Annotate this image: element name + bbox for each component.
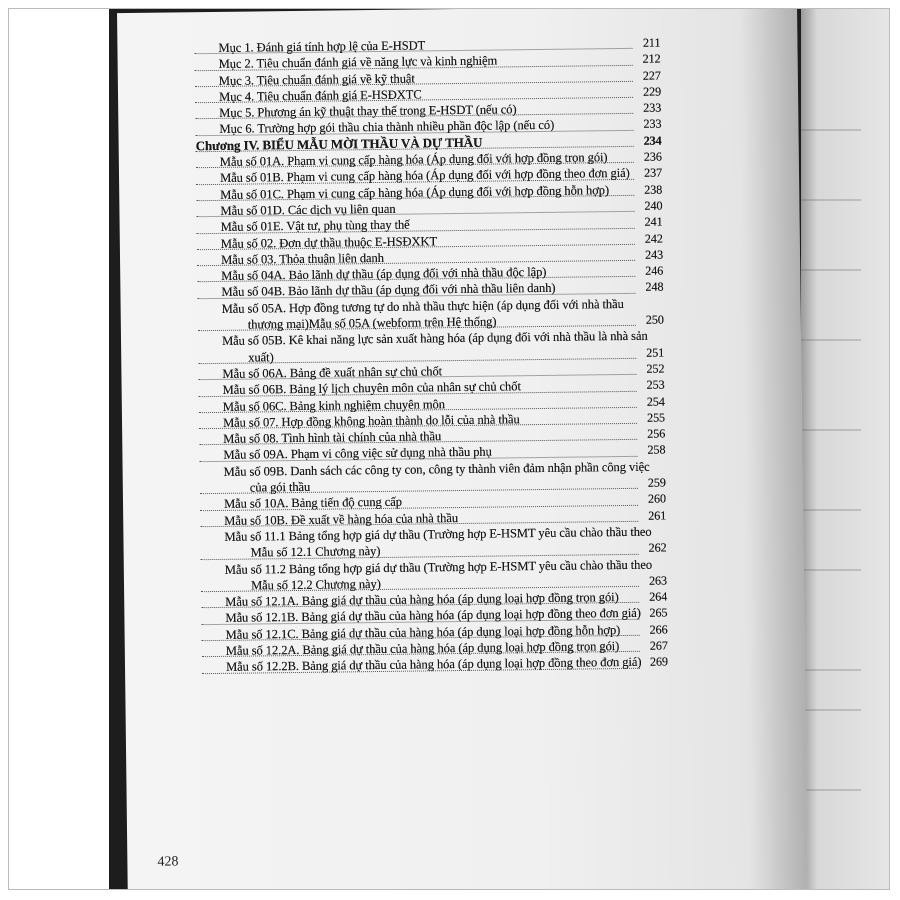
toc-entry-title: Mẫu số 06B. Bảng lý lịch chuyên môn của nhân sự chủ chốt [222,379,521,398]
toc-entry-page: 254 [646,394,665,409]
toc-entry-page: 260 [647,491,667,507]
book-page [117,8,808,890]
toc-entry-title: Mục 1. Đánh giá tính hợp lệ của E-HSDT [218,38,426,55]
toc-entry-title: Mẫu số 04B. Bảo lãnh dự thầu (áp dụng đối với nhà thầu liên danh) [221,281,556,300]
toc-entry-title: Mẫu số 12.1C. Bảng giá dự thầu của hàng hóa (áp dụng loại hợp đồng hỗn hợp) [225,622,621,642]
toc-entry-title: Mẫu số 12.1B. Bảng giá dự thầu của hàng hóa (áp dụng loại hợp đồng theo đơn giá) [225,606,641,626]
toc-entry-page: 233 [643,100,662,115]
toc-entry-title: Mẫu số 07. Hợp đồng không hoàn thành do lỗi của nhà thầu [222,412,520,430]
toc-entry-page: 261 [648,508,667,523]
toc-entry-title: Mẫu số 10B. Đề xuất về hàng hóa của nhà thầu [224,510,459,528]
toc-entry-title: Mẫu số 01E. Vật tư, phụ tùng thay thế [220,217,410,235]
toc-entry-page: 241 [644,214,663,229]
toc-entry-page: 264 [649,589,668,604]
toc-entry-page: 248 [645,279,664,295]
page-number: 428 [157,854,179,870]
toc-entry-title: Mẫu số 01D. Các dịch vụ liên quan [220,201,396,218]
toc-entry-page: 237 [643,165,663,181]
toc-entry-title: Chương IV. BIỂU MẪU MỜI THẦU VÀ DỰ THẦU [195,134,483,153]
toc-entry-title: Mẫu số 12.2B. Bảng giá dự thầu của hàng hóa (áp dụng loại hợp đồng theo đơn giá) [225,655,642,675]
toc-entry-title: Mục 2. Tiêu chuẩn đánh giá về năng lực và kinh nghiệm [218,53,498,72]
toc-entry-page: 265 [649,605,668,621]
toc-entry-page: 242 [644,231,663,246]
toc-entry-title: Mẫu số 05B. Kê khai năng lực sản xuất hàng hóa (áp dụng đối với nhà thầu là nhà sản xuất) [221,329,648,365]
toc-entry-title: Mục 6. Trường hợp gói thầu chia thành nhiều phần độc lập (nếu có) [219,118,555,137]
adjacent-page [801,9,890,890]
toc-entry-title: Mẫu số 10A. Bảng tiến độ cung cấp [223,495,402,512]
toc-entry-title: Mẫu số 11.1 Bảng tổng hợp giá dự thầu (Trường hợp E-HSMT yêu cầu chào thầu theo Mẫu số 12.1 Chương này) [224,524,652,560]
toc-entry-title: Mục 5. Phương án kỹ thuật thay thế trong E-HSDT (nếu có) [219,102,517,121]
photo-frame [8,8,890,890]
toc-entry-page: 240 [644,198,663,213]
toc-entry-title: Mẫu số 08. Tình hình tài chính của nhà thầu [223,429,442,447]
toc-entry-title: Mẫu số 12.2A. Bảng giá dự thầu của hàng hóa (áp dụng loại hợp đồng trọn gói) [225,639,620,658]
toc-entry-title: Mẫu số 05A. Hợp đồng tương tự do nhà thầu thực hiện (áp dụng đối với nhà thầu thương mại)Mẫu số 05A (webform trên Hệ thống) [221,296,624,332]
toc-entry-page: 227 [642,68,661,83]
toc-entry-page: 234 [643,133,662,148]
toc-entry-title: Mẫu số 06C. Bảng kinh nghiệm chuyên môn [222,396,445,414]
toc-entry [198,295,664,333]
toc-entry-page: 262 [648,540,667,555]
toc-entry [198,328,665,366]
toc-entry-title: Mẫu số 01C. Phạm vi cung cấp hàng hóa (Áp dụng đối với hợp đồng hỗn hợp) [220,182,610,202]
toc-entry-title: Mẫu số 01A. Phạm vi cung cấp hàng hóa (Áp dụng đối với hợp đồng trọn gói) [219,150,608,169]
toc-entry-page: 246 [645,263,664,278]
toc-entry [200,524,667,562]
toc-entry-title: Mẫu số 09B. Danh sách các công ty con, công ty thành viên đảm nhận phần công việc của gói thầu [223,459,650,495]
toc-entry-page: 233 [643,116,662,132]
toc-entry-page: 255 [646,410,666,425]
toc-entry-title: Mẫu số 11.2 Bảng tổng hợp giá dự thầu (Trường hợp E-HSMT yêu cầu chào thầu theo Mẫu số 12.2 Chương này) [224,557,653,593]
toc-entry-page: 253 [646,377,665,392]
toc-entry-page: 236 [643,149,662,164]
toc-entry-page: 229 [642,84,662,99]
toc-entry-page: 251 [646,345,665,360]
table-of-contents [194,35,669,676]
toc-entry-title: Mẫu số 02. Đơn dự thầu thuộc E-HSĐXKT [220,233,438,251]
toc-entry [201,556,668,594]
toc-entry-page: 250 [645,312,664,327]
toc-entry-page: 267 [649,638,668,653]
toc-entry-page: 258 [647,442,666,458]
toc-entry-title: Mẫu số 06A. Bảng đề xuất nhân sự chủ chốt [222,364,443,381]
toc-entry-page: 212 [642,51,661,67]
toc-entry-title: Mẫu số 09A. Phạm vi công việc sử dụng nhà thầu phụ [223,445,492,463]
toc-entry-page: 238 [644,182,663,197]
toc-entry-page: 243 [644,247,664,262]
toc-entry-title: Mục 4. Tiêu chuẩn đánh giá E-HSĐXTC [218,87,422,104]
toc-entry-page: 266 [649,622,668,637]
toc-entry-title: Mẫu số 01B. Phạm vi cung cấp hàng hóa (Áp dụng đối với hợp đồng theo đơn giá) [219,166,630,186]
toc-entry-page: 211 [642,35,661,50]
toc-entry-title: Mẫu số 04A. Bảo lãnh dự thầu (áp dụng đối với nhà thầu độc lập) [221,265,547,284]
toc-entry-title: Mục 3. Tiêu chuẩn đánh giá về kỹ thuật [218,71,415,88]
toc-entry-page: 256 [647,426,666,441]
toc-entry-page: 263 [648,573,668,588]
page-curl-shade [737,8,808,890]
toc-entry-page: 269 [649,654,669,669]
toc-entry-title: Mẫu số 03. Thỏa thuận liên danh [220,250,384,267]
toc-entry-page: 252 [646,361,665,376]
toc-entry-page: 259 [647,475,666,490]
toc-entry-title: Mẫu số 12.1A. Bảng giá dự thầu của hàng hóa (áp dụng loại hợp đồng trọn gói) [225,590,619,609]
